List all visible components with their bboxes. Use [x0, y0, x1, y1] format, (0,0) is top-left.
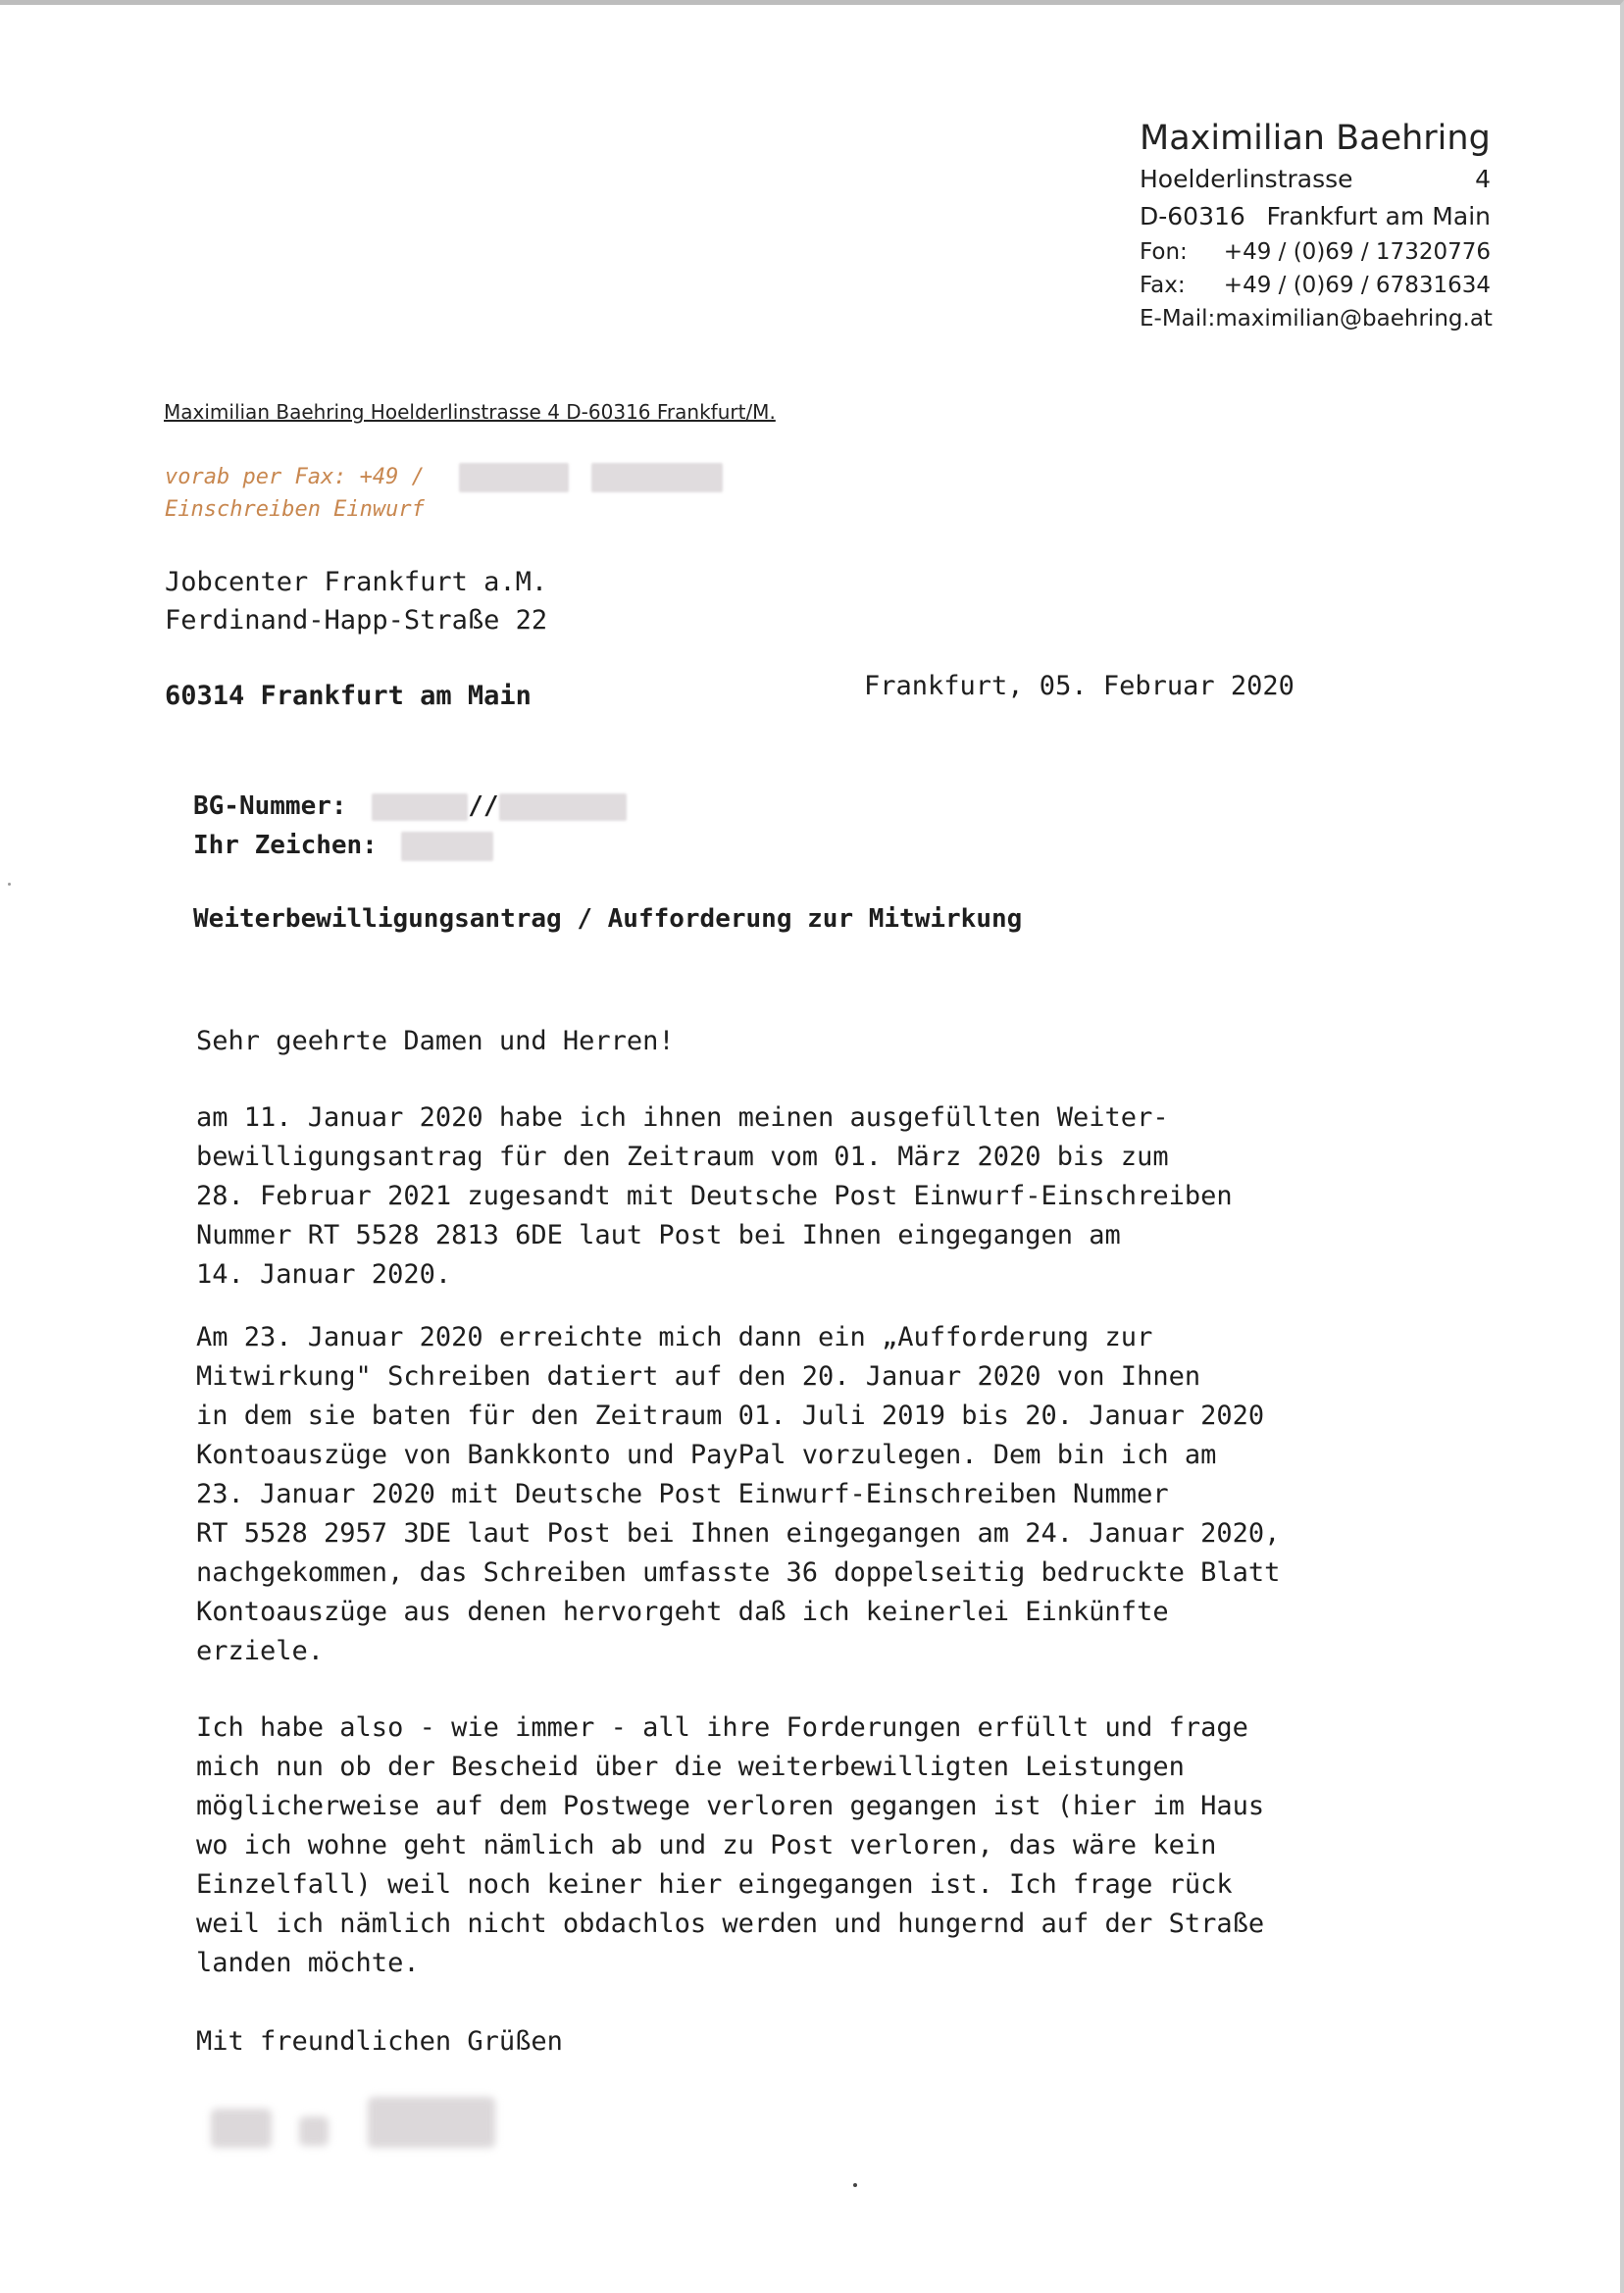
- signature-blur: [211, 2109, 272, 2148]
- salutation: Sehr geehrte Damen und Herren!: [196, 1026, 675, 1056]
- fax-number: +49 / (0)69 / 67831634: [1223, 273, 1491, 298]
- sender-fax-line: [1140, 269, 1491, 302]
- signature-blur: [299, 2116, 329, 2146]
- recipient-city: 60314 Frankfurt am Main: [165, 681, 532, 711]
- sender-house-number: 4: [1475, 165, 1491, 193]
- delivery-notes: [165, 461, 723, 526]
- sender-street: Hoelderlinstrasse: [1140, 165, 1353, 193]
- references: [193, 787, 627, 865]
- bg-number-label: BG-Nummer:: [193, 791, 347, 821]
- redacted-block: [499, 793, 627, 821]
- letter-date: Frankfurt, 05. Februar 2020: [864, 671, 1294, 701]
- redacted-block: [372, 793, 468, 821]
- return-address: Maximilian Baehring Hoelderlinstrasse 4 D-60316 Frankfurt/M.: [164, 400, 776, 424]
- phone-label: Fon:: [1140, 239, 1188, 265]
- signature: [211, 2097, 505, 2152]
- recipient-address: [165, 563, 547, 639]
- closing: Mit freundlichen Grüßen: [196, 2026, 563, 2057]
- sender-city-line: [1140, 198, 1491, 235]
- fax-label: Fax:: [1140, 273, 1186, 298]
- bg-separator: //: [468, 791, 499, 821]
- sender-street-line: [1140, 161, 1491, 198]
- sender-postal-code: D-60316: [1140, 202, 1245, 230]
- paragraph-3: Ich habe also - wie immer - all ihre Forderungen erfüllt und frage mich nun ob der Bescheid über die weiterbewilligten Leistungen möglicherweise auf dem Postwege verloren gegangen ist (hier im Haus wo ich wohne geht nämlich ab und zu Post verloren, das wäre kein Einzelfall) weil noch keiner hier eingegangen ist. Ich frage rück weil ich nämlich nicht obdachlos werden und hungernd auf der Straße landen möchte.: [196, 1712, 1265, 1978]
- sender-letterhead: [1140, 116, 1491, 335]
- paragraph-1: am 11. Januar 2020 habe ich ihnen meinen ausgefüllten Weiter- bewilligungsantrag für den Zeitraum vom 01. März 2020 bis zum 28. Februar 2021 zugesandt mit Deutsche Post Einwurf-Einschreiben Nummer RT 5528 2813 6DE laut Post bei Ihnen eingegangen am 14. Januar 2020.: [196, 1102, 1233, 1290]
- redacted-block: [459, 463, 569, 492]
- sender-city: Frankfurt am Main: [1266, 202, 1491, 230]
- reference-sign-line: [193, 826, 627, 865]
- signature-blur: [368, 2097, 495, 2148]
- paragraph-2: Am 23. Januar 2020 erreichte mich dann ein „Aufforderung zur Mitwirkung" Schreiben datiert auf den 20. Januar 2020 von Ihnen in dem sie baten für den Zeitraum 01. Juli 2019 bis 20. Januar 2020 Kontoauszüge von Bankkonto und PayPal vorzulegen. Dem bin ich am 23. Januar 2020 mit Deutsche Post Einwurf-Einschreiben Nummer RT 5528 2957 3DE laut Post bei Ihnen eingegangen am 24. Januar 2020, nachgekommen, das Schreiben umfasste 36 doppelseitig bedruckte Blatt Kontoauszüge aus denen hervorgeht daß ich keinerlei Einkünfte erziele.: [196, 1322, 1281, 1666]
- sender-phone-line: [1140, 235, 1491, 269]
- phone-number: +49 / (0)69 / 17320776: [1223, 239, 1491, 265]
- recipient-name: Jobcenter Frankfurt a.M.: [165, 567, 548, 597]
- email-label: E-Mail:: [1140, 306, 1216, 331]
- redacted-block: [401, 832, 493, 861]
- recipient-street: Ferdinand-Happ-Straße 22: [165, 605, 548, 636]
- mail-type: Einschreiben Einwurf: [165, 497, 425, 522]
- redacted-block: [591, 463, 723, 492]
- subject-line: Weiterbewilligungsantrag / Aufforderung zur Mitwirkung: [193, 904, 1023, 934]
- fax-note: vorab per Fax: +49 /: [165, 465, 425, 489]
- fax-note-line: [165, 461, 723, 493]
- scan-speck: [8, 883, 11, 886]
- reference-sign-label: Ihr Zeichen:: [193, 831, 378, 860]
- scan-speck: [853, 2183, 857, 2187]
- bg-number-line: [193, 787, 627, 826]
- email-address: maximilian@baehring.at: [1215, 306, 1493, 331]
- sender-email-line: [1140, 302, 1491, 335]
- sender-name: Maximilian Baehring: [1140, 119, 1491, 158]
